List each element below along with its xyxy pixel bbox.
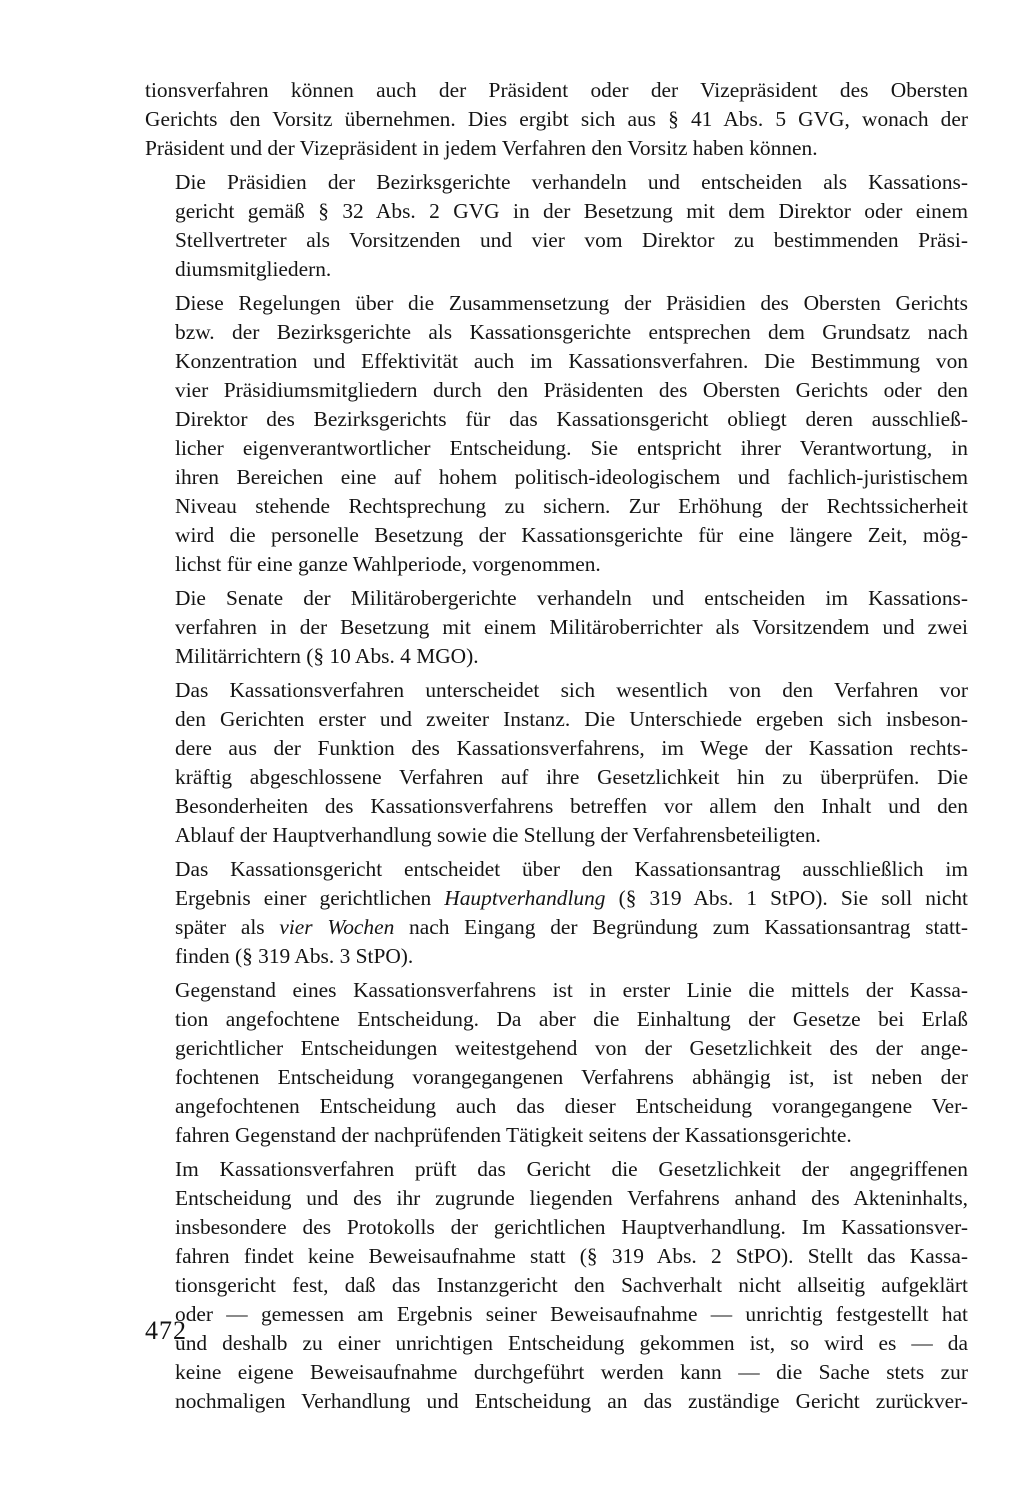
text-line: Die Senate der Militärobergerichte verhandeln und entscheiden im Kassations- — [175, 586, 968, 610]
paragraph-p5 — [145, 676, 968, 850]
text-line: licher eigenverantwortlicher Entscheidung. Sie entspricht ihrer Verantwortung, in — [175, 436, 968, 460]
paragraph-p4 — [145, 584, 968, 671]
text-line: tionsgericht fest, daß das Instanzgericht den Sachverhalt nicht allseitig aufgeklärt — [175, 1273, 968, 1297]
emphasis: vier Wochen — [279, 915, 395, 939]
text-line: tion angefochtene Entscheidung. Da aber die Einhaltung der Gesetze bei Erlaß — [175, 1007, 968, 1031]
text-line: Präsident und der Vizepräsident in jedem Verfahren den Vorsitz haben können. — [145, 136, 818, 160]
text-line: lichst für eine ganze Wahlperiode, vorgenommen. — [175, 552, 601, 576]
text-line: tionsverfahren können auch der Präsident oder der Vizepräsident des Obersten — [145, 78, 968, 102]
text-line: oder — gemessen am Ergebnis seiner Beweisaufnahme — unrichtig festgestellt hat — [175, 1302, 968, 1326]
page-body — [145, 76, 968, 1421]
text-line: fahren Gegenstand der nachprüfenden Tätigkeit seitens der Kassationsgerichte. — [175, 1123, 852, 1147]
text-line: keine eigene Beweisaufnahme durchgeführt werden kann — die Sache stets zur — [175, 1360, 968, 1384]
paragraph-p2 — [145, 168, 968, 284]
text-line: fochtenen Entscheidung vorangegangenen Verfahrens abhängig ist, ist neben der — [175, 1065, 968, 1089]
emphasis: Hauptverhandlung — [444, 886, 606, 910]
text-line: Ablauf der Hauptverhandlung sowie die Stellung der Verfahrensbeteiligten. — [175, 823, 821, 847]
text-line: Direktor des Bezirksgerichts für das Kassationsgericht obliegt deren ausschließ- — [175, 407, 968, 431]
text-line: Militärrichtern (§ 10 Abs. 4 MGO). — [175, 644, 479, 668]
text-line: später als vier Wochen nach Eingang der Begründung zum Kassationsantrag statt- — [175, 915, 968, 939]
text-line: Besonderheiten des Kassationsverfahrens betreffen vor allem den Inhalt und den — [175, 794, 968, 818]
text-line: finden (§ 319 Abs. 3 StPO). — [175, 944, 414, 968]
text-line: Das Kassationsgericht entscheidet über den Kassationsantrag ausschließlich im — [175, 857, 968, 881]
text-line: und deshalb zu einer unrichtigen Entscheidung gekommen ist, so wird es — da — [175, 1331, 968, 1355]
text-line: diumsmitgliedern. — [175, 257, 332, 281]
text-line: kräftig abgeschlossene Verfahren auf ihre Gesetzlichkeit hin zu überprüfen. Die — [175, 765, 968, 789]
text-line: Ergebnis einer gerichtlichen Hauptverhandlung (§ 319 Abs. 1 StPO). Sie soll nicht — [175, 886, 968, 910]
text-line: angefochtenen Entscheidung auch das dieser Entscheidung vorangegangene Ver- — [175, 1094, 968, 1118]
text-line: den Gerichten erster und zweiter Instanz. Die Unterschiede ergeben sich insbeson- — [175, 707, 968, 731]
text-line: Konzentration und Effektivität auch im Kassationsverfahren. Die Bestimmung von — [175, 349, 968, 373]
text-line: gerichtlicher Entscheidungen weitestgehend von der Gesetzlichkeit des der ange- — [175, 1036, 968, 1060]
text-line: Diese Regelungen über die Zusammensetzung der Präsidien des Obersten Gerichts — [175, 291, 968, 315]
text-line: wird die personelle Besetzung der Kassationsgerichte für eine längere Zeit, mög- — [175, 523, 968, 547]
paragraph-p1 — [145, 76, 968, 163]
text-line: vier Präsidiumsmitgliedern durch den Präsidenten des Obersten Gerichts oder den — [175, 378, 968, 402]
text-line: gericht gemäß § 32 Abs. 2 GVG in der Besetzung mit dem Direktor oder einem — [175, 199, 968, 223]
text-line: Entscheidung und des ihr zugrunde liegenden Verfahrens anhand des Akteninhalts, — [175, 1186, 968, 1210]
paragraph-p6 — [145, 855, 968, 971]
text-line: ihren Bereichen eine auf hohem politisch-ideologischem und fachlich-juristischem — [175, 465, 968, 489]
text-line: fahren findet keine Beweisaufnahme statt (§ 319 Abs. 2 StPO). Stellt das Kassa- — [175, 1244, 968, 1268]
text-line: Das Kassationsverfahren unterscheidet sich wesentlich von den Verfahren vor — [175, 678, 968, 702]
text-line: verfahren in der Besetzung mit einem Militäroberrichter als Vorsitzendem und zwei — [175, 615, 968, 639]
page-number: 472 — [145, 1316, 187, 1345]
paragraph-p7 — [145, 976, 968, 1150]
text-line: nochmaligen Verhandlung und Entscheidung an das zuständige Gericht zurückver- — [175, 1389, 968, 1413]
text-line: bzw. der Bezirksgerichte als Kassationsgerichte entsprechen dem Grundsatz nach — [175, 320, 968, 344]
text-line: Die Präsidien der Bezirksgerichte verhandeln und entscheiden als Kassations- — [175, 170, 968, 194]
text-line: Stellvertreter als Vorsitzenden und vier vom Direktor zu bestimmenden Präsi- — [175, 228, 968, 252]
paragraph-p3 — [145, 289, 968, 579]
paragraph-p8 — [145, 1155, 968, 1416]
text-line: Im Kassationsverfahren prüft das Gericht die Gesetzlichkeit der angegriffenen — [175, 1157, 968, 1181]
text-line: dere aus der Funktion des Kassationsverfahrens, im Wege der Kassation rechts- — [175, 736, 968, 760]
text-line: Niveau stehende Rechtsprechung zu sichern. Zur Erhöhung der Rechtssicherheit — [175, 494, 968, 518]
text-line: insbesondere des Protokolls der gerichtlichen Hauptverhandlung. Im Kassationsver- — [175, 1215, 968, 1239]
text-line: Gerichts den Vorsitz übernehmen. Dies ergibt sich aus § 41 Abs. 5 GVG, wonach der — [145, 107, 968, 131]
text-line: Gegenstand eines Kassationsverfahrens ist in erster Linie die mittels der Kassa- — [175, 978, 968, 1002]
